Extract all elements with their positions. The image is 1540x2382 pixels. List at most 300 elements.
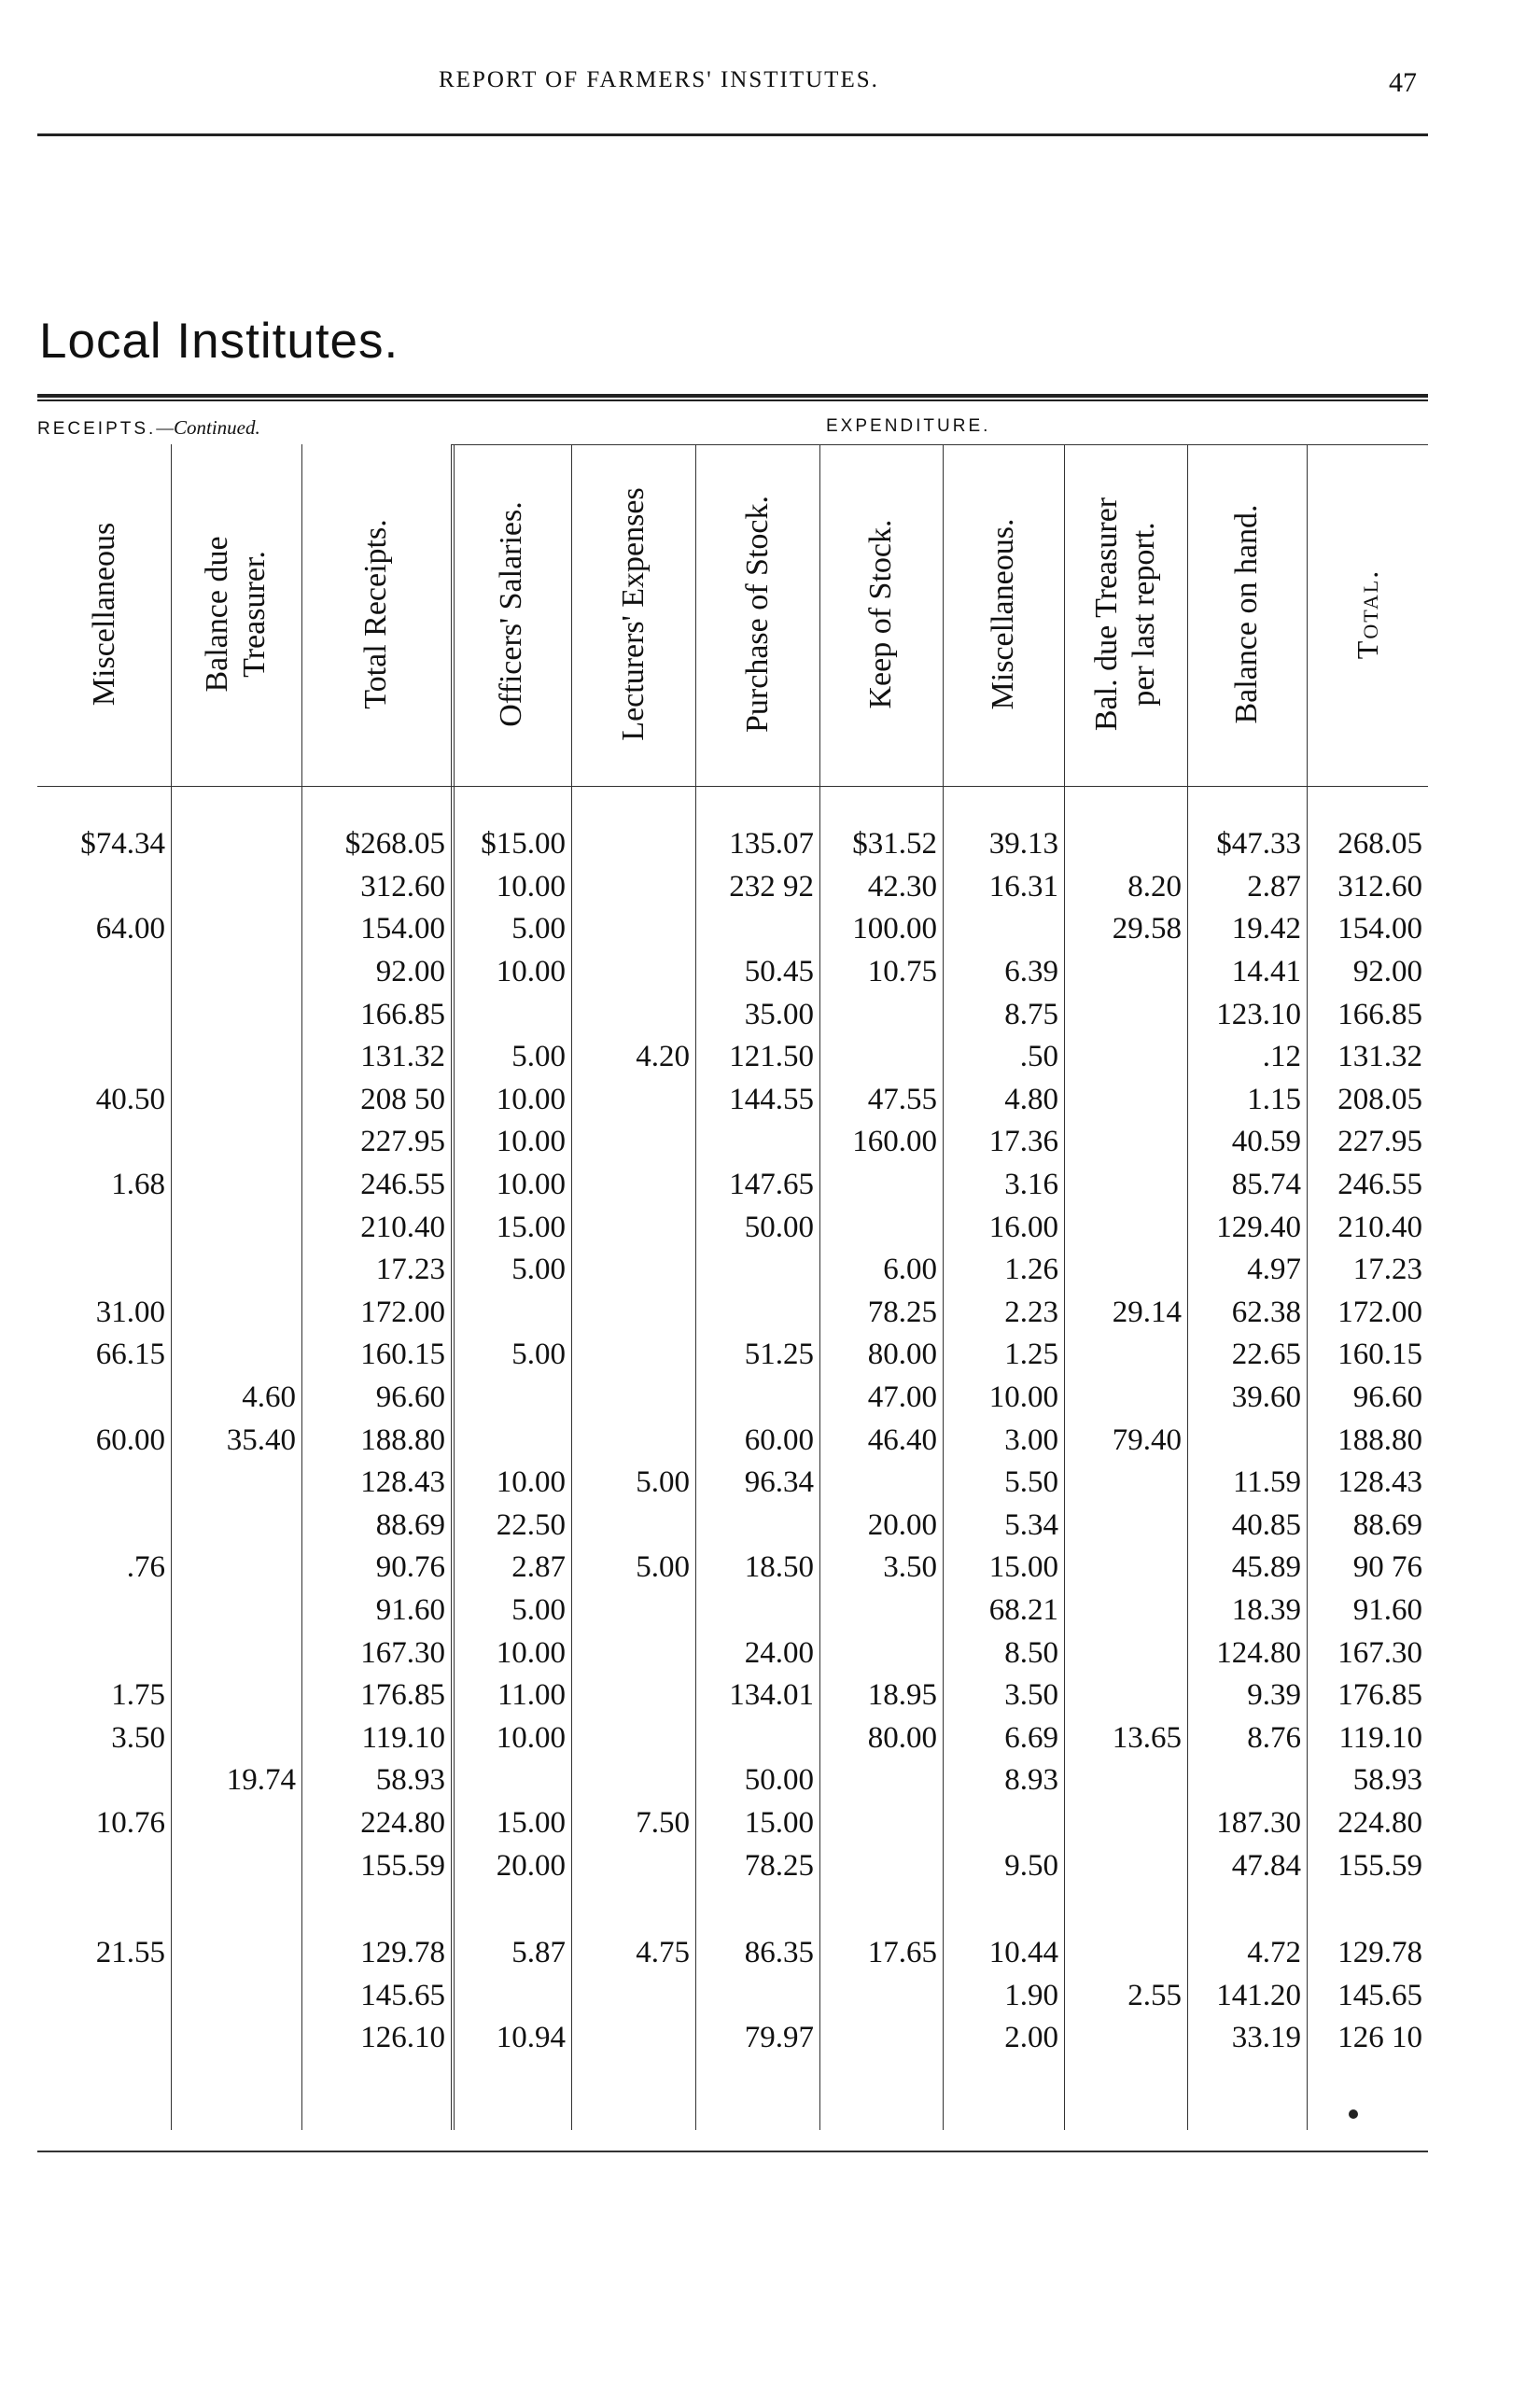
table-cell: 8.75 [1004, 997, 1058, 1031]
table-cell [171, 1164, 301, 1207]
table-cell: 312.60 [360, 869, 445, 904]
table-cell [37, 866, 171, 909]
table-cell: 5.00 [636, 1550, 690, 1585]
column-header-text [862, 519, 900, 708]
table-cell: 135.07 [729, 827, 814, 862]
table-cell: 167.30 [360, 1635, 445, 1670]
table-cell: 10.00 [496, 1082, 566, 1116]
table-cell: 155.59 [1337, 1848, 1422, 1883]
table-cell: 160.15 [360, 1338, 445, 1372]
table-cell: 66.15 [95, 1338, 165, 1372]
table-cell: 119.10 [1338, 1720, 1422, 1755]
table-cell [37, 1249, 171, 1292]
table-cell: 155.59 [360, 1848, 445, 1883]
table-cell: 123.10 [1216, 997, 1301, 1031]
table-cell: 13.65 [1112, 1720, 1182, 1755]
table-cell: 119.10 [361, 1720, 445, 1755]
table-cell: 6.69 [1004, 1720, 1058, 1755]
table-cell: 131.32 [1337, 1040, 1422, 1074]
table-cell [1187, 1419, 1307, 1462]
column-header-2 [171, 448, 301, 779]
table-cell [695, 908, 819, 951]
table-cell: .50 [1019, 1040, 1058, 1074]
table-cell [571, 866, 695, 909]
column-header-line: Treasurer. [237, 550, 272, 678]
column-header-10 [1187, 448, 1307, 779]
table-cell [571, 1419, 695, 1462]
table-cell: 3.50 [111, 1720, 165, 1755]
table-cell [571, 1887, 695, 1932]
table-cell: 10.00 [496, 1125, 566, 1159]
table-cell [37, 993, 171, 1036]
table-cell [171, 993, 301, 1036]
table-cell: 4.20 [636, 1040, 690, 1074]
table-cell: 4.97 [1247, 1253, 1301, 1287]
table-cell: 268.05 [1337, 827, 1422, 862]
table-cell [451, 993, 571, 1036]
table-cell: 50.45 [744, 955, 814, 989]
table-cell: 10.00 [988, 1380, 1058, 1415]
table-cell [571, 1121, 695, 1164]
table-cell [451, 1759, 571, 1802]
table-cell [571, 1079, 695, 1122]
expenditure-group-rule [451, 444, 1428, 445]
table-row [37, 1674, 1428, 1717]
table-cell: 96.34 [744, 1465, 814, 1500]
table-cell: 8.50 [1004, 1635, 1058, 1670]
table-row [37, 951, 1428, 994]
column-header-line: Officers' Salaries. [493, 500, 528, 727]
column-header-9 [1064, 448, 1187, 779]
table-cell: 47.55 [867, 1082, 937, 1116]
table-cell: 80.00 [867, 1338, 937, 1372]
receipts-group-label: RECEIPTS.—Continued. [37, 416, 260, 439]
table-cell [1064, 2017, 1187, 2060]
table-cell: 68.21 [988, 1592, 1058, 1627]
table-cell: 15.00 [496, 1805, 566, 1840]
table-cell [1064, 1759, 1187, 1802]
table-cell: 35.00 [744, 997, 814, 1031]
table-cell: 4.72 [1247, 1936, 1301, 1970]
table-cell [171, 1036, 301, 1079]
table-cell: 232 92 [729, 869, 814, 904]
table-row [37, 1887, 1428, 1932]
table-cell: 22.65 [1231, 1338, 1301, 1372]
table-cell [819, 1590, 943, 1632]
table-cell [1064, 1462, 1187, 1505]
table-cell [819, 1759, 943, 1802]
table-cell [171, 1249, 301, 1292]
table-cell [943, 1887, 1064, 1932]
column-header-line: Balance due [200, 535, 234, 693]
table-cell [1064, 993, 1187, 1036]
column-header-line: Total Receipts. [358, 518, 393, 709]
table-cell: 21.55 [95, 1936, 165, 1970]
table-cell: 19.74 [226, 1763, 296, 1798]
table-cell [819, 1632, 943, 1674]
ink-dot [1349, 2109, 1358, 2119]
table-cell [571, 1505, 695, 1548]
table-cell: 210.40 [360, 1210, 445, 1244]
table-cell [171, 2017, 301, 2060]
table-cell: 16.31 [988, 869, 1058, 904]
table-cell: 1.68 [111, 1168, 165, 1202]
table-cell [571, 1334, 695, 1377]
table-cell: 19.42 [1231, 912, 1301, 946]
table-row [37, 1505, 1428, 1548]
table-cell: 33.19 [1231, 2021, 1301, 2055]
table-row [37, 1590, 1428, 1632]
column-header-7 [819, 448, 943, 779]
table-cell: 60.00 [95, 1422, 165, 1457]
table-cell [1187, 1887, 1307, 1932]
table-cell: 11.59 [1232, 1465, 1301, 1500]
table-cell: 10.00 [496, 1465, 566, 1500]
table-cell: $268.05 [344, 827, 445, 862]
column-header-5 [571, 448, 695, 779]
table-cell: 227.95 [1337, 1125, 1422, 1159]
table-cell [171, 908, 301, 951]
table-cell [571, 2017, 695, 2060]
table-cell [171, 1716, 301, 1759]
table-cell [37, 1505, 171, 1548]
table-cell: 176.85 [360, 1678, 445, 1713]
table-cell [451, 1974, 571, 2017]
table-cell: 5.34 [1004, 1507, 1058, 1542]
table-cell: 2.87 [1247, 869, 1301, 904]
table-cell [1064, 1121, 1187, 1164]
table-cell [1064, 1590, 1187, 1632]
table-row [37, 1249, 1428, 1292]
table-cell: 60.00 [744, 1422, 814, 1457]
table-cell: 14.41 [1231, 955, 1301, 989]
table-cell [171, 1590, 301, 1632]
table-cell [695, 1887, 819, 1932]
table-cell: 187.30 [1216, 1805, 1301, 1840]
table-cell: 39.13 [988, 827, 1058, 862]
column-header-4 [451, 448, 571, 779]
table-cell: 145.65 [1337, 1978, 1422, 2012]
table-row [37, 1419, 1428, 1462]
table-cell [695, 1292, 819, 1335]
table-cell [37, 1590, 171, 1632]
table-cell: 40.50 [95, 1082, 165, 1116]
table-cell: 147.65 [729, 1168, 814, 1202]
table-cell [451, 1292, 571, 1335]
table-cell [695, 1505, 819, 1548]
table-cell [1187, 1759, 1307, 1802]
table-cell: 126.10 [360, 2021, 445, 2055]
table-cell: 8.76 [1247, 1720, 1301, 1755]
column-header-3 [301, 448, 451, 779]
table-cell [451, 1419, 571, 1462]
table-row [37, 1292, 1428, 1335]
table-row [37, 1759, 1428, 1802]
table-cell [571, 1206, 695, 1249]
table-cell [171, 823, 301, 866]
table-cell [171, 1887, 301, 1932]
table-cell: 1.25 [1004, 1338, 1058, 1372]
table-cell: 124.80 [1216, 1635, 1301, 1670]
table-cell [171, 1079, 301, 1122]
table-cell [819, 1462, 943, 1505]
column-header-line: Bal. due Treasurer [1089, 497, 1124, 731]
table-cell: 78.25 [867, 1295, 937, 1329]
table-cell: 9.50 [1004, 1848, 1058, 1883]
table-row [37, 1164, 1428, 1207]
table-cell [171, 951, 301, 994]
header-bottom-rule [37, 786, 1428, 787]
table-cell: 8.20 [1127, 869, 1182, 904]
column-header-1 [37, 448, 171, 779]
table-cell: 160.00 [852, 1125, 937, 1159]
table-cell [819, 1974, 943, 2017]
table-cell: 166.85 [360, 997, 445, 1031]
table-cell [1064, 1887, 1187, 1932]
table-cell: 91.60 [1352, 1592, 1422, 1627]
table-cell: $47.33 [1216, 827, 1301, 862]
table-cell [571, 908, 695, 951]
table-cell [1064, 1377, 1187, 1420]
table-cell [819, 2017, 943, 2060]
table-cell: 1.90 [1004, 1978, 1058, 2012]
table-cell: 172.00 [1337, 1295, 1422, 1329]
table-cell: 20.00 [496, 1848, 566, 1883]
table-cell: 129.78 [360, 1936, 445, 1970]
table-cell: 5.00 [511, 912, 566, 946]
table-row [37, 1036, 1428, 1079]
table-cell: 90.76 [375, 1550, 445, 1585]
table-cell: 10.76 [95, 1805, 165, 1840]
table-row [37, 1974, 1428, 2017]
table-cell: 86.35 [744, 1936, 814, 1970]
table-cell: 47.00 [867, 1380, 937, 1415]
table-cell [571, 993, 695, 1036]
table-cell [1064, 1505, 1187, 1548]
column-header-8 [943, 448, 1064, 779]
table-cell [1064, 951, 1187, 994]
table-cell: 129.78 [1337, 1936, 1422, 1970]
table-cell: 6.39 [1004, 955, 1058, 989]
table-cell: 88.69 [375, 1507, 445, 1542]
table-cell: 128.43 [360, 1465, 445, 1500]
table-cell: 1.15 [1247, 1082, 1301, 1116]
table-top-rule [37, 394, 1428, 398]
page-number: 47 [1389, 67, 1417, 98]
table-row [37, 1716, 1428, 1759]
table-cell: .76 [126, 1550, 165, 1585]
table-cell [37, 951, 171, 994]
table-cell: 2.00 [1004, 2021, 1058, 2055]
table-row [37, 1802, 1428, 1845]
table-cell: 64.00 [95, 912, 165, 946]
table-cell: 10.00 [496, 1635, 566, 1670]
table-cell: 17.65 [867, 1936, 937, 1970]
table-cell: 78.25 [744, 1848, 814, 1883]
expenditure-group-label: EXPENDITURE. [826, 416, 991, 436]
table-cell: 3.00 [1004, 1422, 1058, 1457]
data-table [37, 823, 1428, 2060]
table-row [37, 1121, 1428, 1164]
table-cell: 134.01 [729, 1678, 814, 1713]
table-cell: 79.97 [744, 2021, 814, 2055]
table-row [37, 866, 1428, 909]
table-cell: 10.44 [988, 1936, 1058, 1970]
table-cell: 17.36 [988, 1125, 1058, 1159]
table-cell: 129.40 [1216, 1210, 1301, 1244]
column-header-text [985, 518, 1022, 709]
running-title: REPORT OF FARMERS' INSTITUTES. [439, 67, 879, 92]
table-cell: 58.93 [375, 1763, 445, 1798]
table-cell [819, 993, 943, 1036]
table-cell: 40.85 [1231, 1507, 1301, 1542]
table-cell: 15.00 [744, 1805, 814, 1840]
column-header-text [1088, 497, 1163, 730]
table-cell [819, 1206, 943, 1249]
table-row [37, 1334, 1428, 1377]
table-cell: 208 50 [360, 1082, 445, 1116]
table-cell [171, 1974, 301, 2017]
table-cell: 126 10 [1337, 2021, 1422, 2055]
table-cell [695, 1716, 819, 1759]
column-header-text [739, 495, 777, 732]
table-cell: 31.00 [95, 1295, 165, 1329]
table-cell [695, 1377, 819, 1420]
table-cell: 131.32 [360, 1040, 445, 1074]
table-row [37, 993, 1428, 1036]
table-row [37, 1462, 1428, 1505]
table-cell: 141.20 [1216, 1978, 1301, 2012]
table-cell: 224.80 [360, 1805, 445, 1840]
table-cell [571, 1249, 695, 1292]
column-header-6 [695, 448, 819, 779]
table-cell [819, 1164, 943, 1207]
table-cell: 210.40 [1337, 1210, 1422, 1244]
table-cell: 208.05 [1337, 1082, 1422, 1116]
table-cell: 176.85 [1337, 1678, 1422, 1713]
column-header-line: per last report. [1127, 521, 1161, 707]
table-cell: 3.16 [1004, 1168, 1058, 1202]
table-cell: 50.00 [744, 1210, 814, 1244]
table-cell [1064, 1632, 1187, 1674]
table-cell: 1.26 [1004, 1253, 1058, 1287]
table-cell: 246.55 [1337, 1168, 1422, 1202]
table-row [37, 2017, 1428, 2060]
table-cell [37, 2017, 171, 2060]
table-cell [1064, 1206, 1187, 1249]
table-cell [571, 1164, 695, 1207]
table-bottom-rule [37, 2151, 1428, 2152]
table-cell: 6.00 [883, 1253, 937, 1287]
table-cell [819, 1802, 943, 1845]
column-header-line: Lecturers' Expenses [615, 486, 651, 741]
table-cell: 20.00 [867, 1507, 937, 1542]
column-header-line: Purchase of Stock. [739, 495, 775, 733]
table-cell [1064, 1844, 1187, 1887]
table-cell [571, 1716, 695, 1759]
table-cell: 2.55 [1127, 1978, 1182, 2012]
table-cell [819, 1844, 943, 1887]
table-cell: 90 76 [1352, 1550, 1422, 1585]
table-cell: 4.75 [636, 1936, 690, 1970]
table-cell: 50.00 [744, 1763, 814, 1798]
table-cell [37, 1887, 171, 1932]
table-cell: 18.39 [1231, 1592, 1301, 1627]
running-head [0, 67, 1540, 105]
table-cell: 7.50 [636, 1805, 690, 1840]
column-header-11 [1307, 448, 1428, 779]
table-cell: 10.00 [496, 869, 566, 904]
table-cell: 145.65 [360, 1978, 445, 2012]
table-cell: 188.80 [1337, 1422, 1422, 1457]
table-cell: 121.50 [729, 1040, 814, 1074]
table-cell: 4.60 [242, 1380, 296, 1415]
table-cell: 24.00 [744, 1635, 814, 1670]
column-header-text [86, 522, 123, 705]
table-cell [171, 1632, 301, 1674]
column-header-line: Miscellaneous [86, 522, 121, 706]
table-cell [1064, 1932, 1187, 1975]
table-cell: $31.52 [852, 827, 937, 862]
table-cell: 29.14 [1112, 1295, 1182, 1329]
table-row [37, 1377, 1428, 1420]
column-header-line: Keep of Stock. [863, 518, 898, 709]
table-cell: 3.50 [1004, 1678, 1058, 1713]
table-cell: 4.80 [1004, 1082, 1058, 1116]
table-row [37, 1632, 1428, 1674]
table-cell: 15.00 [988, 1550, 1058, 1585]
table-row [37, 1206, 1428, 1249]
table-cell: 42.30 [867, 869, 937, 904]
table-cell [819, 1036, 943, 1079]
table-cell [571, 1292, 695, 1335]
table-cell [37, 1759, 171, 1802]
table-cell: $15.00 [481, 827, 566, 862]
table-cell [37, 1206, 171, 1249]
table-cell [171, 1505, 301, 1548]
table-cell: 17.23 [1352, 1253, 1422, 1287]
table-cell: 2.23 [1004, 1295, 1058, 1329]
table-cell: 154.00 [360, 912, 445, 946]
column-header-line: Balance on hand. [1229, 503, 1264, 724]
table-cell: 166.85 [1337, 997, 1422, 1031]
table-cell: 10.94 [496, 2021, 566, 2055]
table-cell: 62.38 [1231, 1295, 1301, 1329]
table-cell: 92.00 [1352, 955, 1422, 989]
table-cell [571, 1377, 695, 1420]
table-cell: 10.00 [496, 955, 566, 989]
table-cell: 92.00 [375, 955, 445, 989]
table-cell: 5.00 [511, 1253, 566, 1287]
table-cell [171, 1844, 301, 1887]
column-header-line: Miscellaneous. [986, 518, 1020, 709]
table-cell [451, 1377, 571, 1420]
table-cell: 224.80 [1337, 1805, 1422, 1840]
table-cell: 17.23 [375, 1253, 445, 1287]
table-cell [37, 1036, 171, 1079]
table-cell: 5.00 [511, 1592, 566, 1627]
table-cell [571, 1759, 695, 1802]
table-cell [37, 1974, 171, 2017]
table-cell [1064, 1079, 1187, 1122]
table-cell [695, 1249, 819, 1292]
table-cell: 88.69 [1352, 1507, 1422, 1542]
table-cell: 46.40 [867, 1422, 937, 1457]
table-cell [695, 1974, 819, 2017]
table-cell [37, 1377, 171, 1420]
table-cell: 39.60 [1231, 1380, 1301, 1415]
table-cell: 154.00 [1337, 912, 1422, 946]
